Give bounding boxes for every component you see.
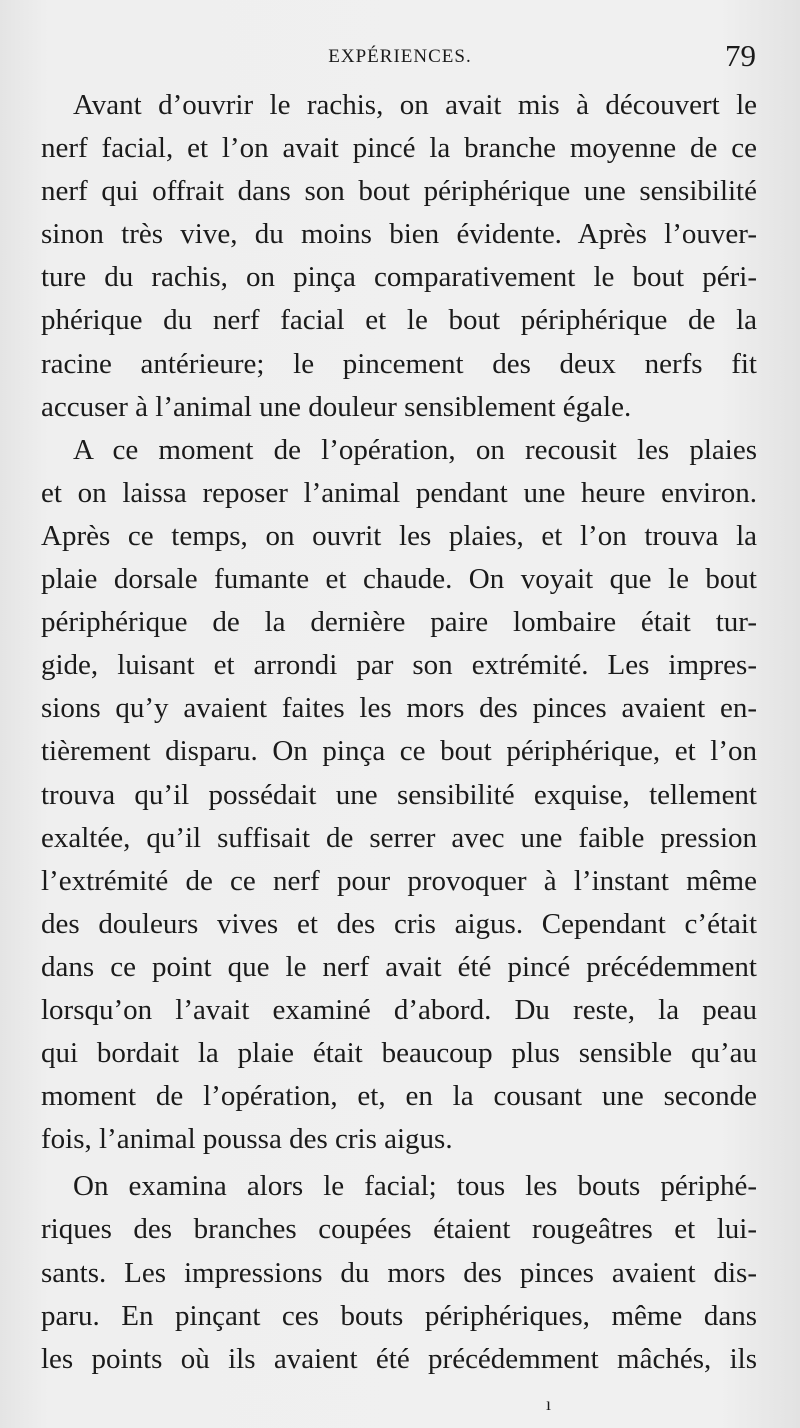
text-line: exaltée, qu’il suffisait de serrer avec une faible pression [41,821,757,854]
text-line: trouva qu’il possédait une sensibilité exquise, tellement [41,778,757,811]
text-line: paru. En pinçant ces bouts périphériques, même dans [41,1299,757,1332]
text-line: nerf qui offrait dans son bout périphérique une sensibilité [41,175,757,208]
text-line: plaie dorsale fumante et chaude. On voyait que le bout [41,563,757,596]
text-line: On examina alors le facial; tous les bouts périphé- [73,1170,757,1203]
text-line: des douleurs vives et des cris aigus. Cependant c’était [41,907,757,940]
text-line: tièrement disparu. On pinça ce bout périphérique, et l’on [41,735,757,768]
body-text [41,84,757,1381]
text-line: et on laissa reposer l’animal pendant une heure environ. [41,476,757,509]
text-line: sions qu’y avaient faites les mors des pinces avaient en- [41,692,757,725]
text-line: phérique du nerf facial et le bout périphérique de la [41,304,757,337]
text-line: racine antérieure; le pincement des deux nerfs fit [41,347,757,380]
text-line: moment de l’opération, et, en la cousant une seconde [41,1080,757,1113]
text-line: gide, luisant et arrondi par son extrémité. Les impres- [41,649,757,682]
text-line: les points où ils avaient été précédemment mâchés, ils [41,1342,757,1375]
text-line: accuser à l’animal une douleur sensiblement égale. [41,390,632,423]
text-line: Avant d’ouvrir le rachis, on avait mis à découvert le [73,89,757,121]
text-line: qui bordait la plaie était beaucoup plus sensible qu’au [41,1037,757,1070]
text-line: fois, l’animal poussa des cris aigus. [41,1123,453,1156]
text-line: lorsqu’on l’avait examiné d’abord. Du reste, la peau [41,993,757,1026]
page-number: 79 [725,38,756,73]
text-line: nerf facial, et l’on avait pincé la branche moyenne de ce [41,132,757,165]
footer-mark: ı [546,1394,552,1414]
text-line: Après ce temps, on ouvrit les plaies, et l’on trouva la [41,519,757,552]
text-line: ture du rachis, on pinça comparativement le bout péri- [41,261,757,294]
text-line: A ce moment de l’opération, on recousit les plaies [73,433,757,466]
text-line: riques des branches coupées étaient rougeâtres et lui- [41,1213,757,1246]
text-line: sants. Les impressions du mors des pinces avaient dis- [41,1256,757,1289]
text-line: dans ce point que le nerf avait été pincé précédemment [41,950,757,983]
running-head: EXPÉRIENCES. [328,46,472,67]
text-line: périphérique de la dernière paire lombaire était tur- [41,606,757,639]
text-line: sinon très vive, du moins bien évidente. Après l’ouver- [41,218,757,251]
page-header [40,36,760,76]
text-line: l’extrémité de ce nerf pour provoquer à l’instant même [41,864,757,897]
